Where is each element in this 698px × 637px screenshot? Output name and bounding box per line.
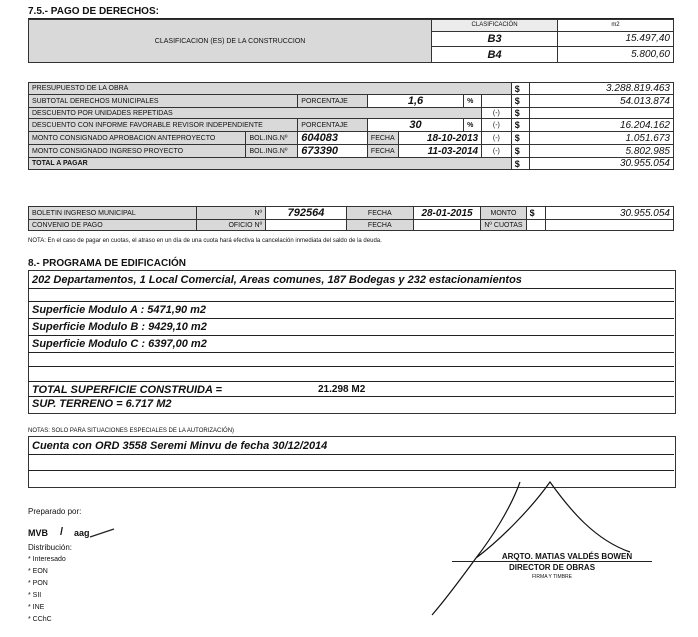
descuento-inf-currency: $ xyxy=(511,119,529,132)
boletin-no-label: Nº xyxy=(197,207,266,220)
descuento-inf-label: DESCUENTO CON INFORME FAVORABLE REVISOR INDEPENDIENTE xyxy=(29,119,298,132)
notas-label: NOTAS: SOLO PARA SITUACIONES ESPECIALES DE LA AUTORIZACIÓN) xyxy=(28,428,235,434)
sup-terreno: SUP. TERRENO = 6.717 M2 xyxy=(32,398,172,410)
row-descuento-informe xyxy=(29,119,674,132)
row-monto-anteproyecto xyxy=(29,132,674,145)
descuento-inf-pct: 30 xyxy=(367,119,463,132)
monto-proy-bol-label: BOL.ING.Nº xyxy=(246,145,298,158)
monto-proy-fecha: 11-03-2014 xyxy=(398,145,481,158)
subtotal-pct-label: PORCENTAJE xyxy=(298,95,368,108)
clasif-label: CLASIFICACION (ES) DE LA CONSTRUCCION xyxy=(29,20,432,63)
boletin-currency: $ xyxy=(526,207,546,220)
monto-ante-label: MONTO CONSIGNADO APROBACION ANTEPROYECTO xyxy=(29,132,246,145)
descuento-rep-label: DESCUENTO POR UNIDADES REPETIDAS xyxy=(29,108,482,119)
monto-proy-fecha-label: FECHA xyxy=(367,145,398,158)
row-subtotal xyxy=(29,95,674,108)
clasificacion-table xyxy=(28,19,674,63)
total-label: TOTAL A PAGAR xyxy=(29,158,512,170)
total-amount: 30.955.054 xyxy=(529,158,673,170)
clasif-m2-2: 5.800,60 xyxy=(557,47,673,63)
descuento-rep-currency: $ xyxy=(511,108,529,119)
section-8-title: 8.- PROGRAMA DE EDIFICACIÓN xyxy=(28,258,186,269)
descuento-rep-sign: (-) xyxy=(482,108,512,119)
descuento-inf-amount: 16.204.162 xyxy=(529,119,673,132)
sup-modulo-a: Superficie Modulo A : 5471,90 m2 xyxy=(32,304,207,316)
total-sup-label: TOTAL SUPERFICIE CONSTRUIDA = xyxy=(32,384,222,396)
convenio-oficio-label: OFICIO Nº xyxy=(197,220,266,231)
boletin-fecha-label: FECHA xyxy=(346,207,413,220)
boletin-label: BOLETIN INGRESO MUNICIPAL xyxy=(29,207,197,220)
monto-ante-bol-label: BOL.ING.Nº xyxy=(246,132,298,145)
clasif-code-2: B4 xyxy=(432,47,558,63)
convenio-label: CONVENIO DE PAGO xyxy=(29,220,197,231)
row-presupuesto xyxy=(29,83,674,95)
dist-item: * SII xyxy=(28,592,42,599)
signature-scribble-icon xyxy=(420,470,670,620)
dist-item: * EON xyxy=(28,568,48,575)
monto-proy-bol: 673390 xyxy=(298,145,368,158)
sup-modulo-c: Superficie Modulo C : 6397,00 m2 xyxy=(32,338,207,350)
monto-ante-sign: (-) xyxy=(482,132,512,145)
descuento-inf-pct-sign: % xyxy=(464,119,482,132)
initials-a: MVB xyxy=(28,528,48,538)
row-total xyxy=(29,158,674,170)
monto-proy-label: MONTO CONSIGNADO INGRESO PROYECTO xyxy=(29,145,246,158)
programa-desc: 202 Departamentos, 1 Local Comercial, Areas comunes, 187 Bodegas y 232 estacionamientos xyxy=(32,274,522,286)
descuento-inf-sign: (-) xyxy=(482,119,512,132)
monto-ante-currency: $ xyxy=(511,132,529,145)
section-7-5-title: 7.5.- PAGO DE DERECHOS: xyxy=(28,6,159,17)
subtotal-amount: 54.013.874 xyxy=(529,95,673,108)
descuento-inf-pct-label: PORCENTAJE xyxy=(298,119,368,132)
distribucion-list xyxy=(28,554,66,626)
clasif-header: CLASIFICACIÓN xyxy=(432,20,558,32)
nota-text: NOTA: En el caso de pagar en cuotas, el atraso en un día de una cuota hará efectiva la cancelación inmediata del saldo de la deuda. xyxy=(28,238,382,244)
boletin-no: 792564 xyxy=(266,207,347,220)
convenio-cuotas-label: Nº CUOTAS xyxy=(481,220,526,231)
boletin-fecha: 28-01-2015 xyxy=(413,207,481,220)
convenio-fecha-label: FECHA xyxy=(346,220,413,231)
boletin-amount: 30.955.054 xyxy=(546,207,674,220)
monto-proy-currency: $ xyxy=(511,145,529,158)
signature-line xyxy=(452,561,652,562)
monto-ante-fecha: 18-10-2013 xyxy=(398,132,481,145)
row-monto-proyecto xyxy=(29,145,674,158)
distribucion-label: Distribución: xyxy=(28,543,73,552)
clasif-code-1: B3 xyxy=(432,31,558,47)
dist-item: * INE xyxy=(28,604,45,611)
boletin-table xyxy=(28,206,674,231)
total-currency: $ xyxy=(511,158,529,170)
notas-text: Cuenta con ORD 3558 Seremi Minvu de fecha 30/12/2014 xyxy=(32,440,328,452)
initials-b: aag xyxy=(74,528,90,538)
monto-ante-bol: 604083 xyxy=(298,132,368,145)
subtotal-pct: 1,6 xyxy=(367,95,463,108)
dist-item: * PON xyxy=(28,580,48,587)
subtotal-pct-sign: % xyxy=(464,95,482,108)
monto-ante-amount: 1.051.673 xyxy=(529,132,673,145)
boletin-monto-label: MONTO xyxy=(481,207,526,220)
total-sup-value: 21.298 M2 xyxy=(318,384,366,395)
payment-table xyxy=(28,82,674,170)
signature-title: DIRECTOR DE OBRAS xyxy=(508,563,596,572)
row-descuento-repetidas xyxy=(29,108,674,119)
sup-modulo-b: Superficie Modulo B : 9429,10 m2 xyxy=(32,321,207,333)
presupuesto-label: PRESUPUESTO DE LA OBRA xyxy=(29,83,512,95)
subtotal-currency: $ xyxy=(511,95,529,108)
dist-item: * Interesado xyxy=(28,556,66,563)
subtotal-label: SUBTOTAL DERECHOS MUNICIPALES xyxy=(29,95,298,108)
preparado-label: Preparado por: xyxy=(28,507,82,516)
presupuesto-currency: $ xyxy=(511,83,529,95)
monto-proy-amount: 5.802.985 xyxy=(529,145,673,158)
m2-header: m2 xyxy=(557,20,673,32)
initials-slash: / xyxy=(60,526,64,538)
signature-name: ARQTO. MATIAS VALDÉS BOWEN xyxy=(501,552,633,561)
initials-stroke-icon xyxy=(88,526,118,540)
monto-ante-fecha-label: FECHA xyxy=(367,132,398,145)
dist-item: * CChC xyxy=(28,616,52,623)
clasif-m2-1: 15.497,40 xyxy=(557,31,673,47)
monto-proy-sign: (-) xyxy=(482,145,512,158)
signature-caption: FIRMA Y TIMBRE xyxy=(531,574,572,580)
presupuesto-amount: 3.288.819.463 xyxy=(529,83,673,95)
